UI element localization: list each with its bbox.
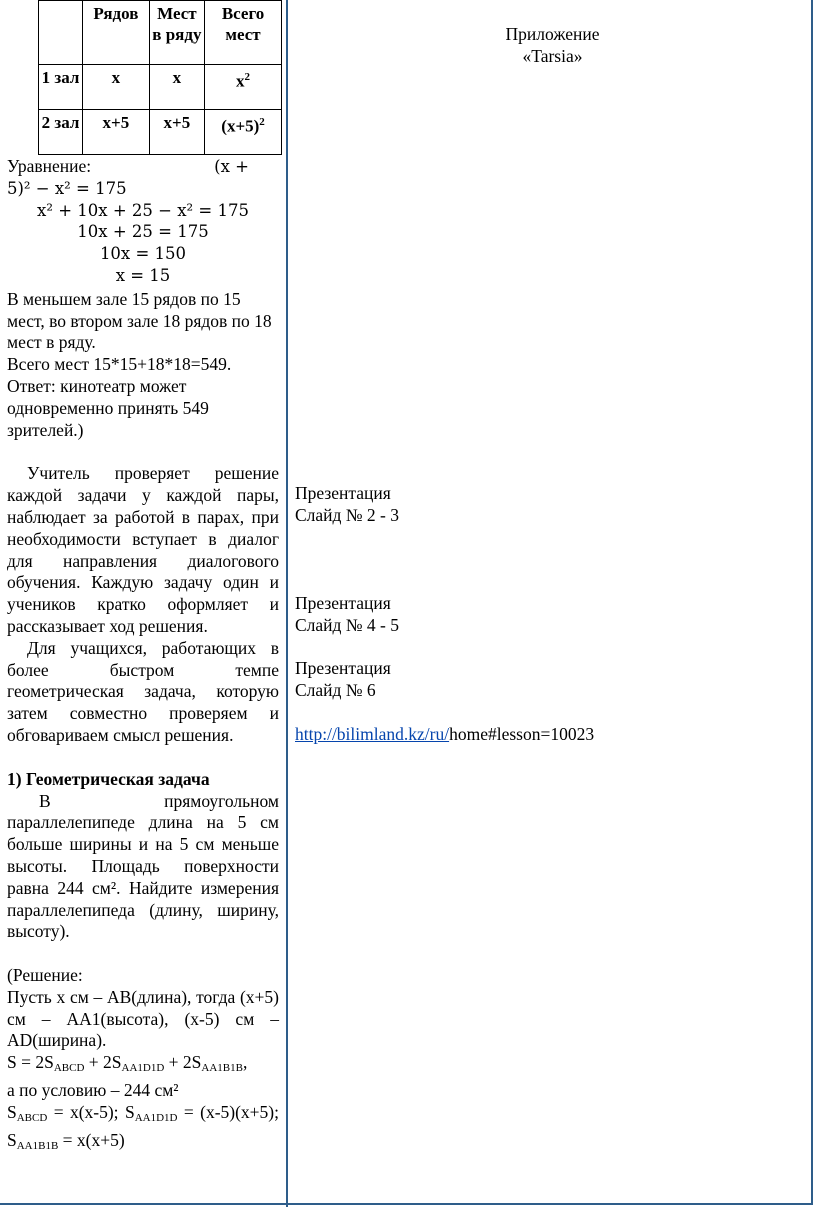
exponent: 2	[244, 71, 251, 83]
resource-link-rest: home#lesson=10023	[449, 724, 595, 744]
table-cell-text: (x+5)	[221, 116, 260, 136]
table-cell	[205, 110, 282, 155]
right-column	[295, 0, 810, 744]
equation-block	[7, 156, 279, 287]
table-cell: x+5	[149, 110, 204, 155]
presentation-slide: Слайд № 6	[295, 679, 376, 700]
equation-line: 5)² − x² = 175	[7, 178, 127, 198]
presentation-note	[295, 593, 399, 637]
equation-line: 10x + 25 = 175	[77, 222, 209, 242]
column-divider	[286, 0, 288, 1207]
geo-problem: В прямоугольном параллелепипеде длина на 5 см больше ширины и на 5 см меньше высоты. Площадь поверхности равна 244 см². Найдите измерения параллелепипеда (длину, ширину, высоту).	[7, 790, 279, 942]
formula-text: + 2S	[84, 1052, 122, 1073]
solution-text	[7, 289, 279, 442]
equation-label-line	[7, 156, 279, 178]
equation-line: 10x = 150	[99, 244, 187, 264]
appendix-title: Приложение	[505, 24, 600, 44]
left-column	[7, 0, 279, 1157]
equation-line: x = 15	[115, 265, 171, 285]
subscript: AA1B1B	[201, 1062, 243, 1075]
presentation-title: Презентация	[295, 658, 391, 678]
equation-line: x² + 10x + 25 − x² = 175	[37, 200, 249, 220]
teacher-paragraph: Для учащихся, работающих в более быстром темпе геометрическая задача, которую затем совместно проверяем и обговариваем смысл решения.	[7, 637, 279, 745]
subscript: AA1D1D	[134, 1111, 178, 1124]
subscript: ABCD	[16, 1111, 48, 1124]
paragraph: Пусть x см – AB(длина), тогда (x+5) см – AA1(высота), (x-5) см – AD(ширина).	[7, 986, 279, 1051]
presentation-note	[295, 483, 399, 527]
presentation-title: Презентация	[295, 593, 391, 613]
exponent: 2	[259, 116, 265, 128]
formula-text: = x(x-5); S	[47, 1101, 135, 1122]
table-row	[39, 110, 282, 155]
formula-line	[7, 1102, 279, 1158]
equation-label: Уравнение:	[7, 156, 92, 176]
subscript: AA1D1D	[121, 1062, 165, 1075]
formula-text: = (x-5)(x+5); S	[7, 1101, 279, 1150]
formula-text: S = 2S	[7, 1052, 54, 1073]
resource-link-line	[295, 724, 594, 746]
table-cell	[205, 65, 282, 110]
table-cell: x+5	[83, 110, 150, 155]
subscript: AA1B1B	[16, 1139, 59, 1152]
presentation-title: Презентация	[295, 483, 391, 503]
table-cell-text: x	[236, 71, 245, 91]
paragraph: (Решение:	[7, 965, 83, 986]
resource-link[interactable]: http://bilimland.kz/ru/	[295, 724, 450, 744]
table-header-cell: Мест в ряду	[149, 1, 204, 65]
appendix-subtitle: «Tarsia»	[522, 45, 583, 66]
table-cell: x	[149, 65, 204, 110]
paragraph: Всего мест 15*15+18*18=549.	[7, 354, 232, 375]
table-cell-hall: 1 зал	[39, 65, 83, 110]
table-cell: x	[83, 65, 150, 110]
geo-solution	[7, 965, 279, 1157]
presentation-note	[295, 658, 391, 702]
table-header-cell: Рядов	[83, 1, 150, 65]
paragraph: Ответ: кинотеатр может одновременно принять 549 зрителей.)	[7, 375, 209, 440]
formula-text: ,	[242, 1052, 248, 1073]
subscript: ABCD	[53, 1062, 85, 1075]
paragraph: а по условию – 244 см²	[7, 1080, 179, 1101]
table-header-cell	[39, 1, 83, 65]
formula-text: = x(x+5)	[58, 1129, 125, 1150]
equation-part: (x +	[214, 157, 249, 176]
table-header-row	[39, 1, 282, 65]
section-heading: 1) Геометрическая задача	[7, 768, 210, 789]
presentation-slide: Слайд № 2 - 3	[295, 504, 399, 525]
teacher-paragraph: Учитель проверяет решение каждой задачи у каждой пары, наблюдает за работой в парах, при необходимости вступает в диалог для направления диалогового обучения. Каждую задачу один и учеников кратко оформляет и рассказывает ход решения.	[7, 463, 279, 636]
formula-text: + 2S	[164, 1052, 202, 1073]
table-row	[39, 65, 282, 110]
paragraph: В меньшем зале 15 рядов по 15 мест, во втором зале 18 рядов по 18 мест в ряду.	[7, 288, 272, 353]
table-cell-hall: 2 зал	[39, 110, 83, 155]
formula-line	[7, 1052, 279, 1080]
table-header-cell: Всего мест	[205, 1, 282, 65]
halls-table	[38, 0, 282, 155]
presentation-slide: Слайд № 4 - 5	[295, 614, 399, 635]
formula-text: S	[7, 1101, 17, 1122]
